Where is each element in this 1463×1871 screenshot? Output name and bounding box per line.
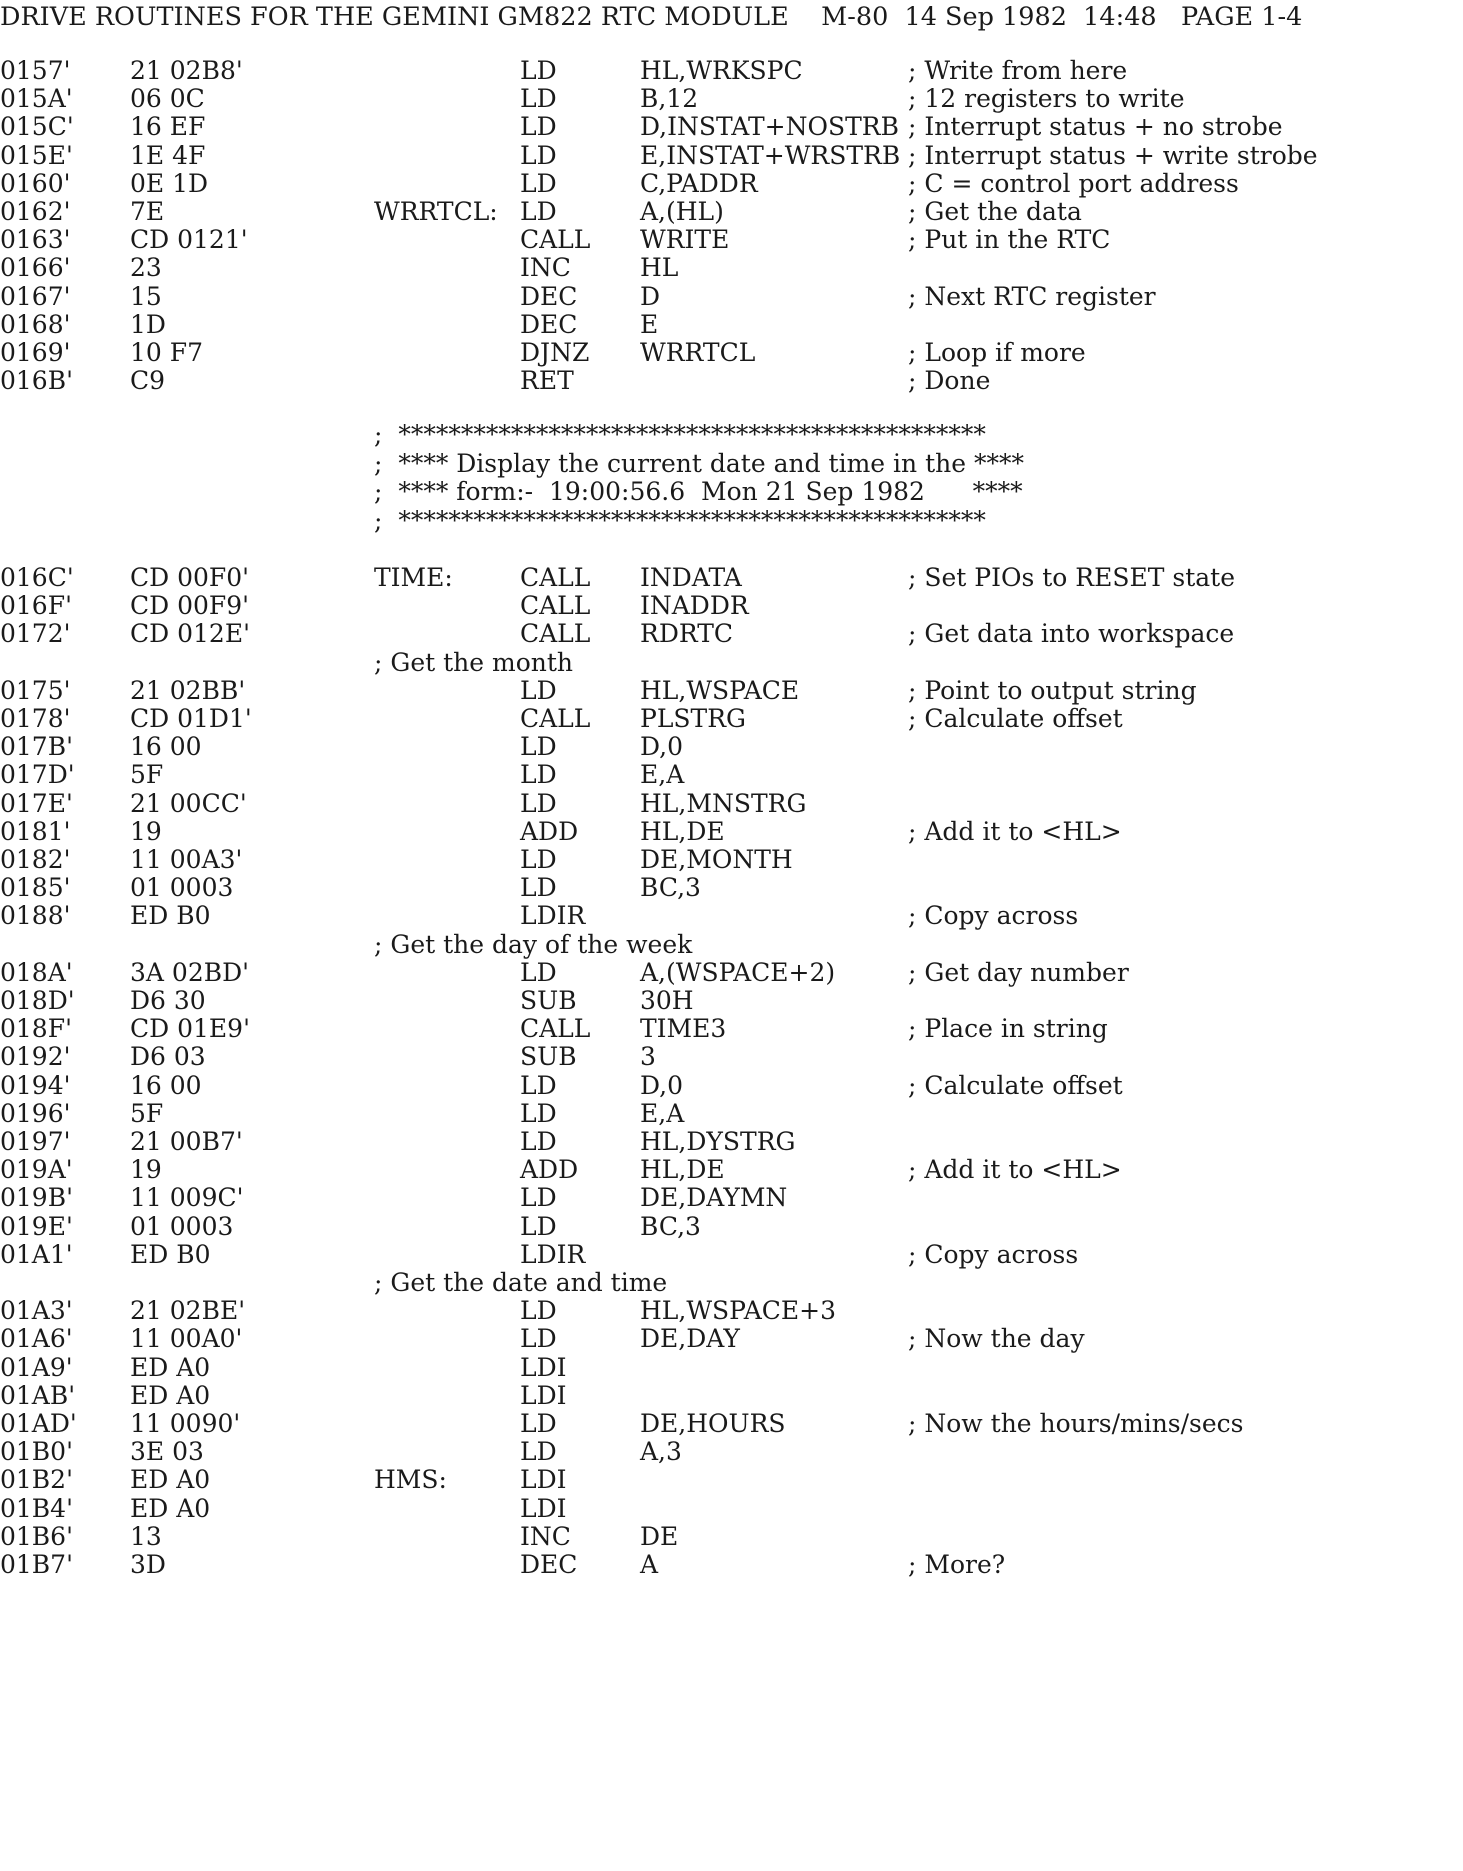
opcode: CALL [520,1014,591,1044]
comment: ; Place in string [908,1014,1108,1044]
address: 0160' [0,168,71,198]
opcode: LD [520,140,557,170]
opcode: LDI [520,1380,567,1410]
operand: DE,MONTH [640,845,793,874]
machine-code: ED A0 [130,1493,211,1523]
operand: INADDR [640,591,749,621]
operand: A,(HL) [640,197,724,226]
address: 015A' [0,84,73,114]
opcode: ADD [520,816,579,846]
opcode: LD [520,1324,557,1354]
opcode: ADD [520,1155,579,1185]
address: 01A1' [0,1239,73,1269]
comment: ; Get data into workspace [908,619,1235,649]
opcode: LD [520,56,557,85]
address: 015E' [0,140,73,170]
opcode: LDI [520,1465,567,1495]
opcode: LD [520,1437,557,1467]
operand: HL,WSPACE [640,675,800,705]
section-comment: ; Get the day of the week [374,929,693,959]
comment: ; Next RTC register [908,281,1156,311]
address: 019A' [0,1155,73,1185]
comment: ; Now the day [908,1324,1085,1354]
opcode: INC [520,253,571,283]
address: 0175' [0,675,71,705]
label: HMS: [374,1465,447,1495]
comment: ; Interrupt status + no strobe [908,112,1283,142]
machine-code: 5F [130,1098,164,1128]
address: 018A' [0,957,73,987]
comment: ; Get the data [908,197,1082,226]
opcode: LD [520,112,557,142]
operand: D,0 [640,732,684,762]
operand: HL,DE [640,816,725,846]
operand: E,A [640,760,685,790]
machine-code: D6 30 [130,986,206,1015]
machine-code: 3A 02BD' [130,957,250,987]
operand: A [640,1550,659,1579]
opcode: LDIR [520,1239,586,1269]
comment: ; 12 registers to write [908,84,1185,114]
machine-code: D6 03 [130,1042,206,1072]
opcode: CALL [520,225,591,255]
comment: ; Add it to <HL> [908,816,1122,846]
machine-code: 16 00 [130,732,202,762]
operand: 30H [640,986,694,1015]
machine-code: 11 00A3' [130,845,243,874]
machine-code: 19 [130,1155,162,1185]
operand: DE,DAY [640,1324,740,1354]
machine-code: ED A0 [130,1380,211,1410]
operand: A,(WSPACE+2) [640,957,836,987]
operand: INDATA [640,563,742,592]
machine-code: 19 [130,816,162,846]
comment: ; Point to output string [908,675,1197,705]
address: 01AD' [0,1409,77,1438]
opcode: LDI [520,1493,567,1523]
machine-code: 11 0090' [130,1409,241,1438]
address: 016C' [0,563,74,592]
comment: ; C = control port address [908,168,1239,198]
address: 01B6' [0,1521,73,1551]
address: 01AB' [0,1380,76,1410]
opcode: LD [520,1409,557,1438]
comment: ; Copy across [908,1239,1079,1269]
address: 01B7' [0,1550,73,1579]
operand: D,0 [640,1070,684,1100]
opcode: CALL [520,563,591,592]
machine-code: 21 00B7' [130,1127,243,1156]
address: 01A6' [0,1324,73,1354]
machine-code: 16 00 [130,1070,202,1100]
machine-code: CD 00F0' [130,563,250,592]
address: 0197' [0,1127,71,1156]
opcode: LD [520,732,557,762]
section-comment: ; Get the month [374,647,574,677]
address: 0181' [0,816,71,846]
machine-code: ED A0 [130,1352,211,1382]
comment: ; Get day number [908,957,1129,987]
banner-text: ; **** form:- 19:00:56.6 Mon 21 Sep 1982 **** [374,477,1023,506]
address: 0178' [0,704,71,733]
operand: HL,WSPACE+3 [640,1296,836,1326]
comment: ; Add it to <HL> [908,1155,1122,1185]
comment: ; Calculate offset [908,1070,1123,1100]
opcode: LD [520,1296,557,1326]
opcode: LD [520,197,557,226]
opcode: LD [520,1098,557,1128]
operand: BC,3 [640,1211,701,1241]
banner-text: ; *********************************************** [374,505,986,535]
machine-code: 21 02B8' [130,56,243,85]
address: 01A9' [0,1352,73,1382]
machine-code: CD 01E9' [130,1014,250,1044]
opcode: CALL [520,591,591,621]
machine-code: CD 0121' [130,225,248,255]
address: 0188' [0,901,71,931]
address: 0167' [0,281,71,311]
opcode: LD [520,845,557,874]
operand: B,12 [640,84,699,114]
address: 019B' [0,1183,73,1213]
opcode: LD [520,760,557,790]
operand: RDRTC [640,619,734,649]
address: 018F' [0,1014,72,1044]
address: 0162' [0,197,71,226]
operand: D,INSTAT+NOSTRB [640,112,899,142]
banner-text: ; **** Display the current date and time in the **** [374,448,1024,478]
machine-code: 1E 4F [130,140,206,170]
opcode: LD [520,84,557,114]
operand: E [640,309,659,339]
opcode: LDI [520,1352,567,1382]
opcode: LD [520,788,557,818]
machine-code: CD 012E' [130,619,250,649]
operand: WRITE [640,225,730,255]
address: 018D' [0,986,75,1015]
opcode: LD [520,168,557,198]
comment: ; Calculate offset [908,704,1123,733]
machine-code: CD 00F9' [130,591,250,621]
address: 0196' [0,1098,71,1128]
address: 0192' [0,1042,71,1072]
address: 017D' [0,760,75,790]
machine-code: 06 0C [130,84,205,114]
operand: E,A [640,1098,685,1128]
address: 0182' [0,845,71,874]
machine-code: 13 [130,1521,162,1551]
operand: BC,3 [640,873,701,903]
address: 017B' [0,732,73,762]
address: 01B4' [0,1493,73,1523]
machine-code: 01 0003 [130,873,234,903]
operand: D [640,281,661,311]
opcode: LD [520,1127,557,1156]
opcode: LD [520,675,557,705]
machine-code: 10 F7 [130,338,204,367]
opcode: CALL [520,704,591,733]
machine-code: 21 02BE' [130,1296,246,1326]
machine-code: 21 02BB' [130,675,246,705]
section-comment: ; Get the date and time [374,1268,668,1297]
machine-code: 3D [130,1550,166,1579]
address: 0168' [0,309,71,339]
machine-code: 16 EF [130,112,206,142]
machine-code: 23 [130,253,162,283]
machine-code: ED A0 [130,1465,211,1495]
machine-code: 0E 1D [130,168,209,198]
operand: TIME3 [640,1014,727,1044]
operand: DE,DAYMN [640,1183,788,1213]
operand: HL,WRKSPC [640,56,803,85]
operand: HL,DE [640,1155,725,1185]
opcode: DJNZ [520,338,590,367]
comment: ; Copy across [908,901,1079,931]
opcode: SUB [520,1042,577,1072]
opcode: DEC [520,309,578,339]
comment: ; More? [908,1550,1006,1579]
address: 01A3' [0,1296,73,1326]
comment: ; Interrupt status + write strobe [908,140,1318,170]
machine-code: C9 [130,366,166,396]
opcode: LD [520,957,557,987]
operand: HL,DYSTRG [640,1127,796,1156]
opcode: RET [520,366,574,396]
address: 019E' [0,1211,73,1241]
comment: ; Put in the RTC [908,225,1111,255]
machine-code: 01 0003 [130,1211,234,1241]
address: 01B0' [0,1437,73,1467]
opcode: DEC [520,281,578,311]
comment: ; Done [908,366,991,396]
comment: ; Write from here [908,56,1128,85]
operand: PLSTRG [640,704,747,733]
page-header: DRIVE ROUTINES FOR THE GEMINI GM822 RTC MODULE M-80 14 Sep 1982 14:48 PAGE 1-4 [0,2,1303,32]
machine-code: ED B0 [130,1239,211,1269]
operand: C,PADDR [640,168,758,198]
machine-code: CD 01D1' [130,704,252,733]
address: 017E' [0,788,73,818]
opcode: DEC [520,1550,578,1579]
operand: 3 [640,1042,656,1072]
operand: WRRTCL [640,338,756,367]
address: 0166' [0,253,71,283]
operand: A,3 [640,1437,682,1467]
address: 015C' [0,112,74,142]
machine-code: 21 00CC' [130,788,247,818]
machine-code: 11 00A0' [130,1324,243,1354]
operand: DE [640,1521,679,1551]
address: 01B2' [0,1465,73,1495]
banner-text: ; *********************************************** [374,420,986,449]
machine-code: 11 009C' [130,1183,244,1213]
opcode: LD [520,1183,557,1213]
label: TIME: [374,563,453,592]
comment: ; Set PIOs to RESET state [908,563,1235,592]
address: 0163' [0,225,71,255]
address: 0157' [0,56,71,85]
operand: E,INSTAT+WRSTRB [640,140,901,170]
machine-code: 7E [130,197,165,226]
machine-code: ED B0 [130,901,211,931]
opcode: LD [520,1211,557,1241]
opcode: LDIR [520,901,586,931]
machine-code: 5F [130,760,164,790]
address: 0172' [0,619,71,649]
machine-code: 15 [130,281,162,311]
opcode: LD [520,873,557,903]
address: 016F' [0,591,72,621]
comment: ; Loop if more [908,338,1086,367]
operand: HL [640,253,679,283]
opcode: LD [520,1070,557,1100]
address: 0169' [0,338,71,367]
label: WRRTCL: [374,197,498,226]
operand: HL,MNSTRG [640,788,807,818]
machine-code: 3E 03 [130,1437,204,1467]
address: 0185' [0,873,71,903]
machine-code: 1D [130,309,166,339]
opcode: SUB [520,986,577,1015]
comment: ; Now the hours/mins/secs [908,1409,1244,1438]
opcode: INC [520,1521,571,1551]
address: 0194' [0,1070,71,1100]
opcode: CALL [520,619,591,649]
operand: DE,HOURS [640,1409,786,1438]
address: 016B' [0,366,73,396]
